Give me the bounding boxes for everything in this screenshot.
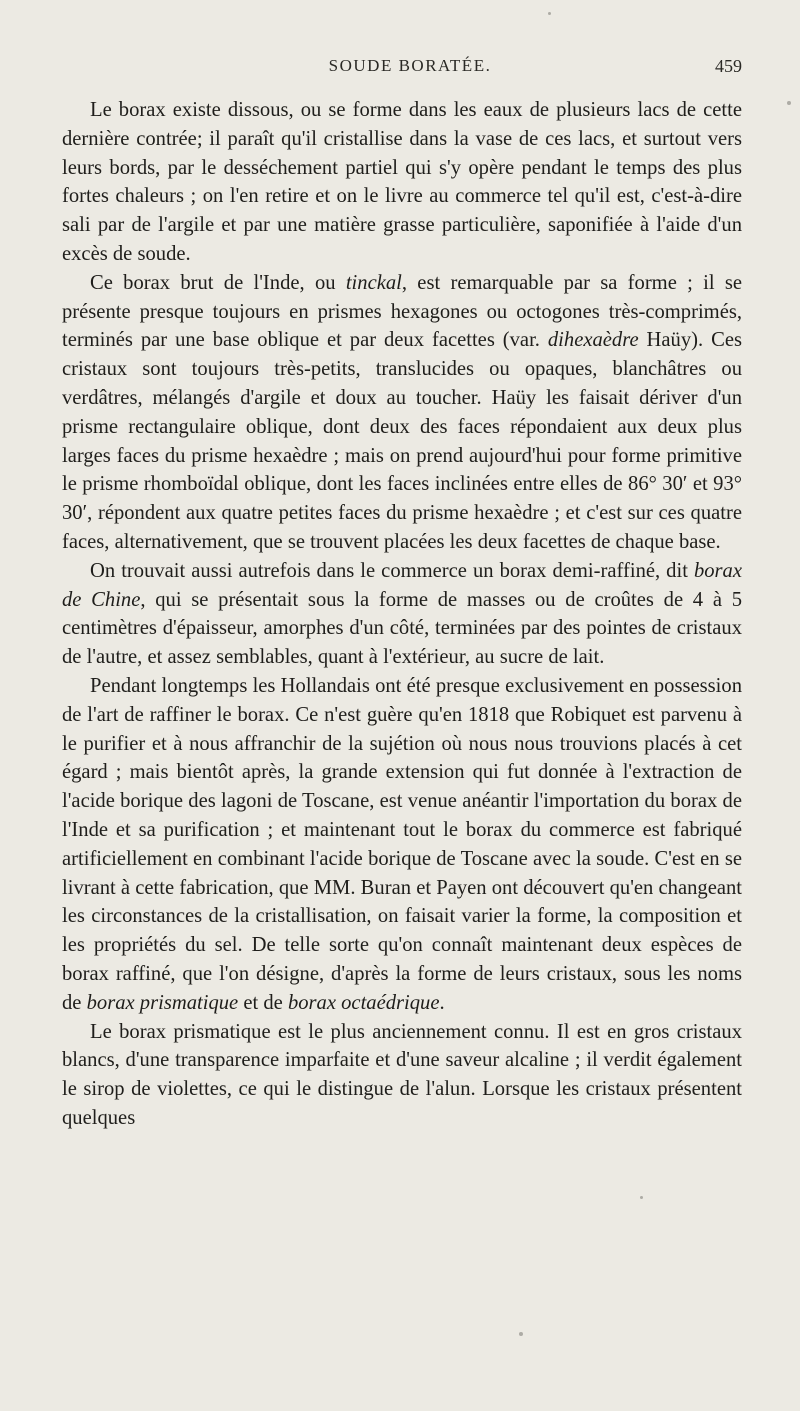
text-run: .: [439, 991, 445, 1014]
text-run: , qui se présentait sous la forme de masses ou de croûtes de 4 à 5 centimètres d'épaisseur, amorphes d'un côté, terminées par des pointes de cristaux de l'autre, et assez semblables, quant à l'extérieur, au sucre de lait.: [62, 588, 742, 669]
page-number: 459: [715, 56, 742, 76]
italic-term-tinckal: tinckal: [345, 271, 402, 294]
running-title: SOUDE BORATÉE.: [328, 56, 492, 75]
text-run: Pendant longtemps les Hollandais ont été presque exclusivement en possession de l'art de raffiner le borax. Ce n'est guère qu'en 1818 que Robiquet est parvenu à le purifier et à nous affranchir de la sujétion où nous nous trouvions placés à cet égard ; mais bientôt après, la grande extension qui fut donnée à l'extraction de l'acide borique des lagoni de Toscane, est venue anéantir l'importation du borax de l'Inde et sa purification ; et maintenant tout le borax du commerce est fabriqué artificiellement en combinant l'acide borique de Toscane avec la soude. C'est en se livrant à cette fabrication, que MM. Buran et Payen ont découvert qu'en changeant les circonstances de la cristallisation, on faisait varier la forme, la composition et les propriétés du sel. De telle sorte qu'on connaît maintenant deux espèces de borax raffiné, que l'on désigne, d'après la forme de leurs cristaux, sous les noms de: [62, 674, 742, 1014]
text-run: Le borax prismatique est le plus anciennement connu. Il est en gros cristaux blancs, d'une transparence imparfaite et d'une saveur alcaline ; il verdit également le sirop de violettes, ce qui le distingue de l'alun. Lorsque les cristaux présentent quelques: [62, 1020, 742, 1129]
text-run: On trouvait aussi autrefois dans le commerce un borax demi-raffiné, dit: [90, 559, 694, 582]
paragraph-raffinage: [62, 672, 742, 1018]
text-run: Haüy). Ces cristaux sont toujours très-petits, translucides ou opaques, blanchâtres ou verdâtres, mélangés d'argile et doux au toucher. Haüy les faisait dériver d'un prisme rectangulaire oblique, dont deux des faces répondaient aux deux plus larges faces du prisme hexaèdre ; mais on prend aujourd'hui pour forme primitive le prisme rhomboïdal oblique, dont les faces inclinées entre elles de 86° 30′ et 93° 30′, répondent aux quatre petites faces du prisme hexaèdre ; et c'est sur ces quatre faces, alternativement, que se trouvent placées les deux facettes de chaque base.: [62, 329, 742, 553]
text-run: Ce borax brut de l'Inde, ou: [90, 271, 346, 294]
italic-term-borax-prismatique: borax prismatique: [86, 991, 239, 1014]
paper-speck: [787, 101, 791, 105]
paper-speck: [548, 12, 551, 15]
italic-term-dihexaedre: dihexaèdre: [547, 329, 639, 352]
text-run: , est remarquable par sa forme ; il se présente presque toujours en prismes hexagones ou octogones très-comprimés, terminés par une base oblique et par deux facettes (var.: [62, 271, 742, 352]
paper-speck: [640, 1196, 643, 1199]
italic-term-borax-octaedrique: borax octaédrique: [287, 991, 440, 1014]
paper-speck: [519, 1332, 523, 1336]
italic-term-borax-de-chine: borax de Chine: [62, 559, 742, 611]
text-run: Le borax existe dissous, ou se forme dans les eaux de plusieurs lacs de cette dernière contrée; il paraît qu'il cristallise dans la vase de ces lacs, et surtout vers leurs bords, par le desséchement partiel qui s'y opère pendant le temps des plus fortes chaleurs ; on l'en retire et on le livre au commerce tel qu'il est, c'est-à-dire sali par de l'argile et par une matière grasse particulière, saponifiée à l'aide d'un excès de soude.: [62, 99, 742, 265]
running-header: [60, 56, 760, 86]
body-text: [62, 96, 742, 1133]
paragraph-borax-de-chine: [62, 557, 742, 672]
paragraph-tinckal: [62, 269, 742, 557]
paragraph-borax-lakes: [62, 96, 742, 269]
paragraph-borax-prismatique: [62, 1018, 742, 1133]
text-run: et de: [238, 991, 288, 1014]
